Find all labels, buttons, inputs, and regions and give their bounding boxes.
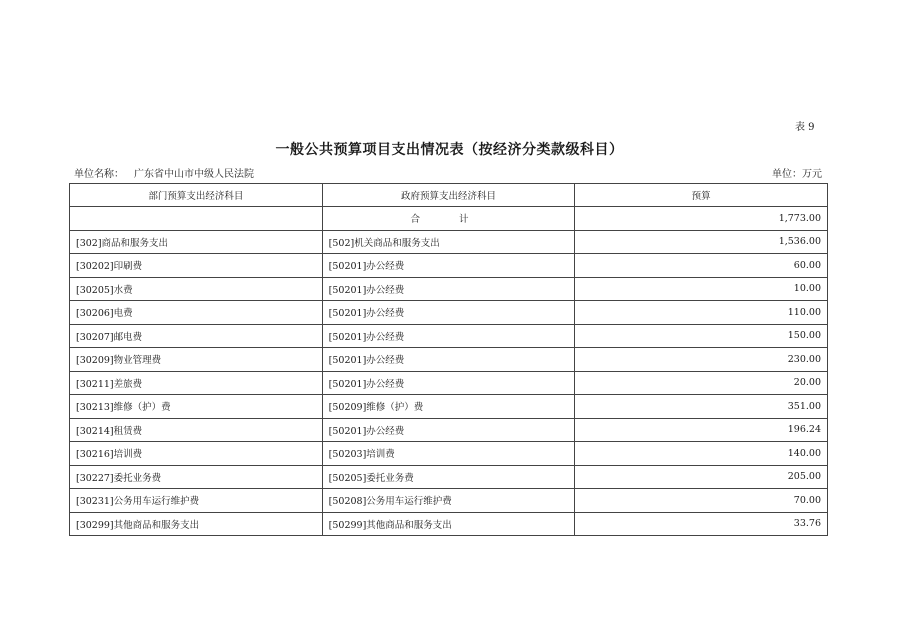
table-row (70, 348, 828, 372)
gov-category-cell: [50201]办公经费 (322, 254, 575, 278)
table-row (70, 465, 828, 489)
dept-category-cell: [302]商品和服务支出 (70, 230, 323, 254)
amount-cell: 110.00 (575, 301, 828, 325)
gov-category-cell: [50209]维修（护）费 (322, 395, 575, 419)
currency-unit: 单位：万元 (772, 169, 822, 180)
dept-category-cell: [30213]维修（护）费 (70, 395, 323, 419)
amount-cell: 70.00 (575, 489, 828, 513)
table-header-row (70, 184, 828, 207)
amount-cell: 33.76 (575, 512, 828, 536)
dept-category-cell: [30211]差旅费 (70, 371, 323, 395)
header-gov-category: 政府预算支出经济科目 (322, 184, 575, 207)
amount-cell: 196.24 (575, 418, 828, 442)
table-row (70, 395, 828, 419)
dept-category-cell: [30216]培训费 (70, 442, 323, 466)
dept-category-cell: [30205]水费 (70, 277, 323, 301)
gov-category-cell: [50299]其他商品和服务支出 (322, 512, 575, 536)
table-number: 表 9 (795, 122, 815, 133)
table-row (70, 489, 828, 513)
table-row (70, 254, 828, 278)
dept-category-cell: [30207]邮电费 (70, 324, 323, 348)
gov-category-cell: [50205]委托业务费 (322, 465, 575, 489)
gov-category-cell: [50201]办公经费 (322, 371, 575, 395)
dept-category-cell: [30206]电费 (70, 301, 323, 325)
table-row (70, 512, 828, 536)
amount-cell: 351.00 (575, 395, 828, 419)
amount-cell: 1,536.00 (575, 230, 828, 254)
gov-category-cell: [502]机关商品和服务支出 (322, 230, 575, 254)
budget-table (69, 183, 828, 536)
gov-category-cell: [50201]办公经费 (322, 277, 575, 301)
amount-cell: 10.00 (575, 277, 828, 301)
gov-category-cell: [50208]公务用车运行维护费 (322, 489, 575, 513)
amount-cell: 230.00 (575, 348, 828, 372)
gov-category-cell: [50201]办公经费 (322, 301, 575, 325)
table-row (70, 418, 828, 442)
unit-name-label: 单位名称： (74, 169, 124, 180)
dept-category-cell: [30299]其他商品和服务支出 (70, 512, 323, 536)
table-row (70, 371, 828, 395)
table-row (70, 301, 828, 325)
total-value: 1,773.00 (575, 207, 828, 231)
amount-cell: 205.00 (575, 465, 828, 489)
total-empty-cell (70, 207, 323, 231)
page-title: 一般公共预算项目支出情况表（按经济分类款级科目） (275, 142, 624, 158)
gov-category-cell: [50201]办公经费 (322, 418, 575, 442)
header-dept-category: 部门预算支出经济科目 (70, 184, 323, 207)
amount-cell: 20.00 (575, 371, 828, 395)
dept-category-cell: [30214]租赁费 (70, 418, 323, 442)
total-label: 合 计 (322, 207, 575, 231)
unit-name-value: 广东省中山市中级人民法院 (134, 169, 254, 180)
dept-category-cell: [30231]公务用车运行维护费 (70, 489, 323, 513)
dept-category-cell: [30202]印刷费 (70, 254, 323, 278)
table-row (70, 324, 828, 348)
gov-category-cell: [50201]办公经费 (322, 348, 575, 372)
dept-category-cell: [30227]委托业务费 (70, 465, 323, 489)
table-row (70, 442, 828, 466)
dept-category-cell: [30209]物业管理费 (70, 348, 323, 372)
gov-category-cell: [50203]培训费 (322, 442, 575, 466)
amount-cell: 140.00 (575, 442, 828, 466)
gov-category-cell: [50201]办公经费 (322, 324, 575, 348)
amount-cell: 150.00 (575, 324, 828, 348)
amount-cell: 60.00 (575, 254, 828, 278)
header-budget: 预算 (575, 184, 828, 207)
total-row (70, 207, 828, 231)
table-row (70, 230, 828, 254)
unit-name-line (74, 165, 254, 180)
table-row (70, 277, 828, 301)
